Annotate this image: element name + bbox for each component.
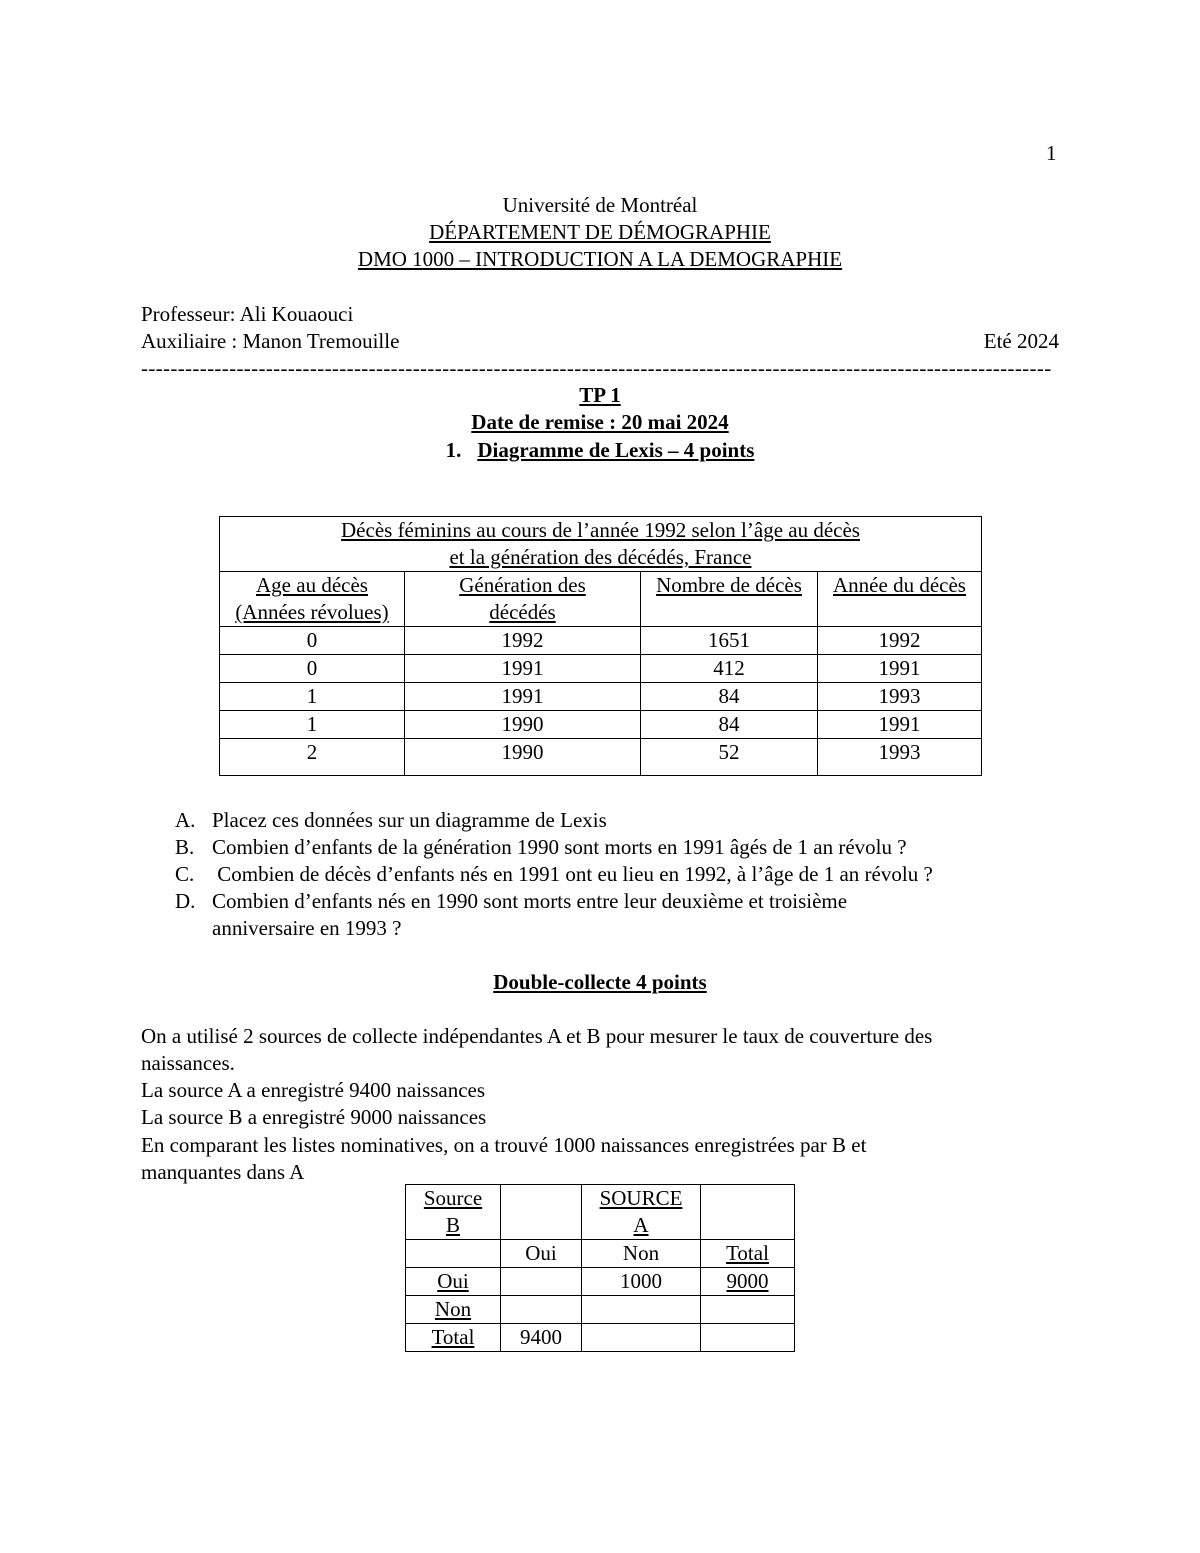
table-row — [220, 683, 982, 711]
list-text: Combien d’enfants de la génération 1990 sont morts en 1991 âgés de 1 an révolu ? — [212, 835, 907, 859]
tp-title-text: TP 1 — [579, 383, 621, 407]
table-row — [220, 739, 982, 776]
lexis-caption — [220, 517, 982, 572]
header-year — [818, 572, 982, 627]
cell-deaths: 412 — [641, 655, 818, 683]
total-oui-value: 9000 — [726, 1269, 769, 1293]
department-name — [0, 219, 1200, 246]
cell-row-oui — [406, 1268, 501, 1296]
cell-generation: 1990 — [405, 711, 641, 739]
list-item — [175, 807, 933, 834]
cell-row-non — [406, 1296, 501, 1324]
term: Eté 2024 — [983, 329, 1059, 353]
cell-year: 1991 — [818, 655, 982, 683]
course-title — [0, 246, 1200, 273]
table-row — [220, 711, 982, 739]
cell-age: 0 — [220, 627, 405, 655]
list-marker: D. — [175, 889, 196, 913]
cell-deaths: 84 — [641, 683, 818, 711]
section2-heading — [0, 969, 1200, 996]
header-age-line1: Age au décès — [256, 573, 368, 597]
cell-source-b — [406, 1185, 501, 1240]
lexis-header-row — [220, 572, 982, 627]
para1-line2: naissances. — [141, 1051, 235, 1075]
cell-empty — [501, 1268, 582, 1296]
table-row — [220, 627, 982, 655]
lexis-table — [219, 516, 982, 776]
cell-generation: 1990 — [405, 739, 641, 776]
table-row — [406, 1296, 795, 1324]
list-item — [175, 861, 933, 888]
cell-year: 1992 — [818, 627, 982, 655]
cell-generation: 1991 — [405, 655, 641, 683]
source-a-line2: A — [633, 1213, 649, 1237]
cell-value — [701, 1268, 795, 1296]
assistant-line: Auxiliaire : Manon Tremouille — [141, 329, 400, 353]
list-marker: B. — [175, 835, 195, 859]
header-generation-line1: Génération des — [459, 573, 586, 597]
cell-age: 2 — [220, 739, 405, 776]
cell-deaths: 1651 — [641, 627, 818, 655]
total-header: Total — [726, 1241, 769, 1265]
course-text: DMO 1000 – INTRODUCTION A LA DEMOGRAPHIE — [357, 247, 843, 271]
row-non-label: Non — [434, 1297, 472, 1321]
section1-title: Diagramme de Lexis – 4 points — [477, 438, 755, 462]
tp-title — [0, 382, 1200, 409]
cell-age: 1 — [220, 711, 405, 739]
para2-line2: manquantes dans A — [141, 1160, 305, 1184]
cell-oui: Oui — [501, 1240, 582, 1268]
list-item — [175, 834, 933, 861]
cell-source-a — [582, 1185, 701, 1240]
cell-empty — [701, 1185, 795, 1240]
list-text: Placez ces données sur un diagramme de Lexis — [212, 808, 607, 832]
lexis-caption-line1: Décès féminins au cours de l’année 1992 selon l’âge au décès — [341, 518, 860, 542]
table-row — [220, 655, 982, 683]
cell-empty — [701, 1296, 795, 1324]
source-b-line: La source B a enregistré 9000 naissances — [141, 1105, 487, 1129]
cell-total — [701, 1240, 795, 1268]
lexis-caption-row — [220, 517, 982, 572]
cell-empty — [501, 1296, 582, 1324]
cell-year: 1993 — [818, 683, 982, 711]
separator-line: ---------------------------------------------------------------------------------------------------------------------------- — [141, 356, 1052, 380]
para1-line1: On a utilisé 2 sources de collecte indépendantes A et B pour mesurer le taux de couverture des — [141, 1024, 933, 1048]
cell-age: 0 — [220, 655, 405, 683]
cell-deaths: 84 — [641, 711, 818, 739]
cell-empty — [701, 1324, 795, 1352]
list-marker: C. — [175, 862, 195, 886]
university-name: Université de Montréal — [502, 193, 698, 217]
row-total-label: Total — [431, 1325, 475, 1349]
table-row — [406, 1185, 795, 1240]
source-b-line2: B — [445, 1213, 460, 1237]
cell-generation: 1991 — [405, 683, 641, 711]
table-row — [406, 1324, 795, 1352]
page-number: 1 — [1046, 141, 1057, 165]
header-year-line1: Année du décès — [833, 573, 966, 597]
list-marker: A. — [175, 808, 196, 832]
cell-empty — [406, 1240, 501, 1268]
list-text — [212, 888, 847, 942]
header-age — [220, 572, 405, 627]
department-text: DÉPARTEMENT DE DÉMOGRAPHIE — [429, 220, 771, 244]
section1-heading — [0, 437, 1200, 464]
cell-generation: 1992 — [405, 627, 641, 655]
source-a-line: La source A a enregistré 9400 naissances — [141, 1078, 486, 1102]
header-age-line2: (Années révolues) — [235, 600, 389, 624]
cell-row-total — [406, 1324, 501, 1352]
questions-list — [175, 807, 933, 942]
table-row — [406, 1240, 795, 1268]
header-generation-line2: décédés — [489, 600, 556, 624]
header-deaths-line1: Nombre de décès — [656, 573, 802, 597]
cell-empty — [582, 1296, 701, 1324]
list-item — [175, 888, 933, 942]
source-b-line1: Source — [423, 1186, 483, 1210]
cell-year: 1993 — [818, 739, 982, 776]
cell-non: Non — [582, 1240, 701, 1268]
section2-title: Double-collecte 4 points — [493, 970, 707, 994]
para2-line1: En comparant les listes nominatives, on a trouvé 1000 naissances enregistrées par B et — [141, 1133, 867, 1157]
header-generation — [405, 572, 641, 627]
lexis-caption-line2: et la génération des décédés, France — [449, 545, 752, 569]
cell-year: 1991 — [818, 711, 982, 739]
section1-number: 1. — [445, 438, 462, 462]
cell-empty — [501, 1185, 582, 1240]
list-text-line2: anniversaire en 1993 ? — [212, 916, 402, 940]
collect-table — [405, 1184, 795, 1352]
source-a-line1: SOURCE — [599, 1186, 683, 1210]
professor-line: Professeur: Ali Kouaouci — [141, 302, 354, 326]
row-oui-label: Oui — [437, 1269, 469, 1293]
due-date-text: Date de remise : 20 mai 2024 — [471, 410, 729, 434]
list-text-line1: Combien d’enfants nés en 1990 sont morts entre leur deuxième et troisième — [212, 889, 848, 913]
cell-empty — [582, 1324, 701, 1352]
cell-deaths: 52 — [641, 739, 818, 776]
header-deaths — [641, 572, 818, 627]
cell-value: 1000 — [582, 1268, 701, 1296]
cell-age: 1 — [220, 683, 405, 711]
cell-value: 9400 — [501, 1324, 582, 1352]
table-row — [406, 1268, 795, 1296]
list-text: Combien de décès d’enfants nés en 1991 ont eu lieu en 1992, à l’âge de 1 an révolu ? — [212, 862, 933, 886]
due-date — [0, 409, 1200, 436]
